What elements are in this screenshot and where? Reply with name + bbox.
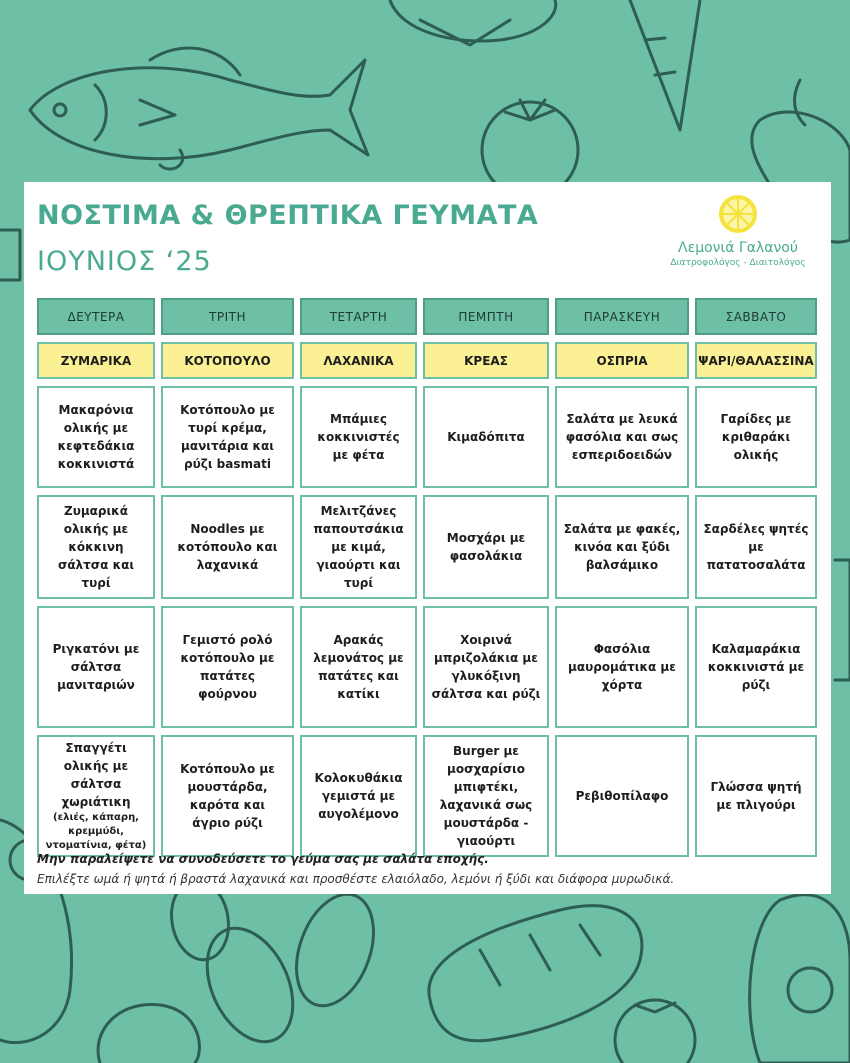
meal-cell: Μακαρόνια ολικής με κεφτεδάκια κοκκινιστά — [37, 386, 155, 488]
meal-cell: Μπάμιες κοκκινιστές με φέτα — [300, 386, 417, 488]
meal-cell: Κιμαδόπιτα — [423, 386, 549, 488]
beans-icon — [165, 876, 387, 1056]
meal-cell: Ρεβιθοπίλαφο — [555, 735, 689, 857]
brand-name: Λεμονιά Γαλανού — [678, 240, 798, 256]
carrot-icon — [630, 0, 700, 130]
fish-icon — [30, 48, 368, 169]
meal-plan-table — [37, 298, 815, 857]
meal-cell: Burger με μοσχαρίσιο μπιφτέκι, λαχανικά σως μουστάρδα - γιαούρτι — [423, 735, 549, 857]
category-label: ΛΑΧΑΝΙΚΑ — [300, 342, 417, 379]
day-header: ΔΕΥΤΕΡΑ — [37, 298, 155, 335]
meal-cell: Αρακάς λεμονάτος με πατάτες και κατίκι — [300, 606, 417, 728]
meal-cell: Ζυμαρικά ολικής με κόκκινη σάλτσα και τυρί — [37, 495, 155, 599]
meal-cell — [37, 735, 155, 857]
avocado-icon — [750, 895, 850, 1063]
brand-role: Διατροφολόγος - Διαιτολόγος — [670, 258, 806, 268]
lemon-slice-icon — [718, 194, 758, 234]
meal-cell: Γαρίδες με κριθαράκι ολικής — [695, 386, 817, 488]
meal-cell: Φασόλια μαυρομάτικα με χόρτα — [555, 606, 689, 728]
page-title: ΝΟΣΤΙΜΑ & ΘΡΕΠΤΙΚΑ ΓΕΥΜΑΤΑ — [37, 200, 539, 231]
day-header: ΤΡΙΤΗ — [161, 298, 294, 335]
menu-card — [24, 182, 831, 894]
day-header: ΤΕΤΑΡΤΗ — [300, 298, 417, 335]
brand-block — [663, 194, 813, 268]
meal-cell: Σαλάτα με φακές, κινόα και ξύδι βαλσάμικο — [555, 495, 689, 599]
footnote-secondary: Επιλέξτε ωμά ή ψητά ή βραστά λαχανικά και προσθέστε ελαιόλαδο, λεμόνι ή ξύδι και διάφορα μυρωδικά. — [37, 872, 675, 886]
meal-cell: Σαλάτα με λευκά φασόλια και σως εσπεριδοειδών — [555, 386, 689, 488]
day-header: ΠΑΡΑΣΚΕΥΗ — [555, 298, 689, 335]
meal-cell: Σαρδέλες ψητές με πατατοσαλάτα — [695, 495, 817, 599]
meal-cell: Κολοκυθάκια γεμιστά με αυγολέμονο — [300, 735, 417, 857]
day-header: ΣΑΒΒΑΤΟ — [695, 298, 817, 335]
category-label: ΨΑΡΙ/ΘΑΛΑΣΣΙΝΑ — [695, 342, 817, 379]
bread-icon — [429, 906, 642, 1041]
meal-cell: Κοτόπουλο με μουστάρδα, καρότα και άγριο ρύζι — [161, 735, 294, 857]
veggie-edge-icon — [835, 560, 850, 680]
pepper-icon — [98, 1004, 199, 1063]
meal-cell: Καλαμαράκια κοκκινιστά με ρύζι — [695, 606, 817, 728]
day-header: ΠΕΜΠΤΗ — [423, 298, 549, 335]
category-label: ΟΣΠΡΙΑ — [555, 342, 689, 379]
meal-cell: Κοτόπουλο με τυρί κρέμα, μανιτάρια και ρύζι basmati — [161, 386, 294, 488]
meal-cell: Μελιτζάνες παπουτσάκια με κιμά, γιαούρτι και τυρί — [300, 495, 417, 599]
meal-cell: Ριγκατόνι με σάλτσα μανιταριών — [37, 606, 155, 728]
meal-cell: Γλώσσα ψητή με πλιγούρι — [695, 735, 817, 857]
meal-cell: Χοιρινά μπριζολάκια με γλυκόξινη σάλτσα και ρύζι — [423, 606, 549, 728]
meal-cell: Γεμιστό ρολό κοτόπουλο με πατάτες φούρνου — [161, 606, 294, 728]
sandwich-icon — [390, 0, 556, 45]
page-subtitle: ΙΟΥΝΙΟΣ ‘25 — [37, 246, 212, 277]
meal-text: Σπαγγέτι ολικής με σάλτσα χωριάτικη — [61, 741, 131, 809]
footnote-primary: Μην παραλείψετε να συνοδεύσετε το γεύμα σας με σαλάτα εποχής. — [37, 852, 489, 866]
tomato-icon — [615, 1000, 695, 1063]
category-label: ΚΡΕΑΣ — [423, 342, 549, 379]
category-label: ΖΥΜΑΡΙΚΑ — [37, 342, 155, 379]
meal-cell: Noodles με κοτόπουλο και λαχανικά — [161, 495, 294, 599]
meal-note: (ελιές, κάπαρη, κρεμμύδι, ντοματίνια, φέτα) — [45, 812, 147, 851]
veggie-edge-icon — [0, 230, 20, 280]
category-label: ΚΟΤΟΠΟΥΛΟ — [161, 342, 294, 379]
meal-cell: Μοσχάρι με φασολάκια — [423, 495, 549, 599]
